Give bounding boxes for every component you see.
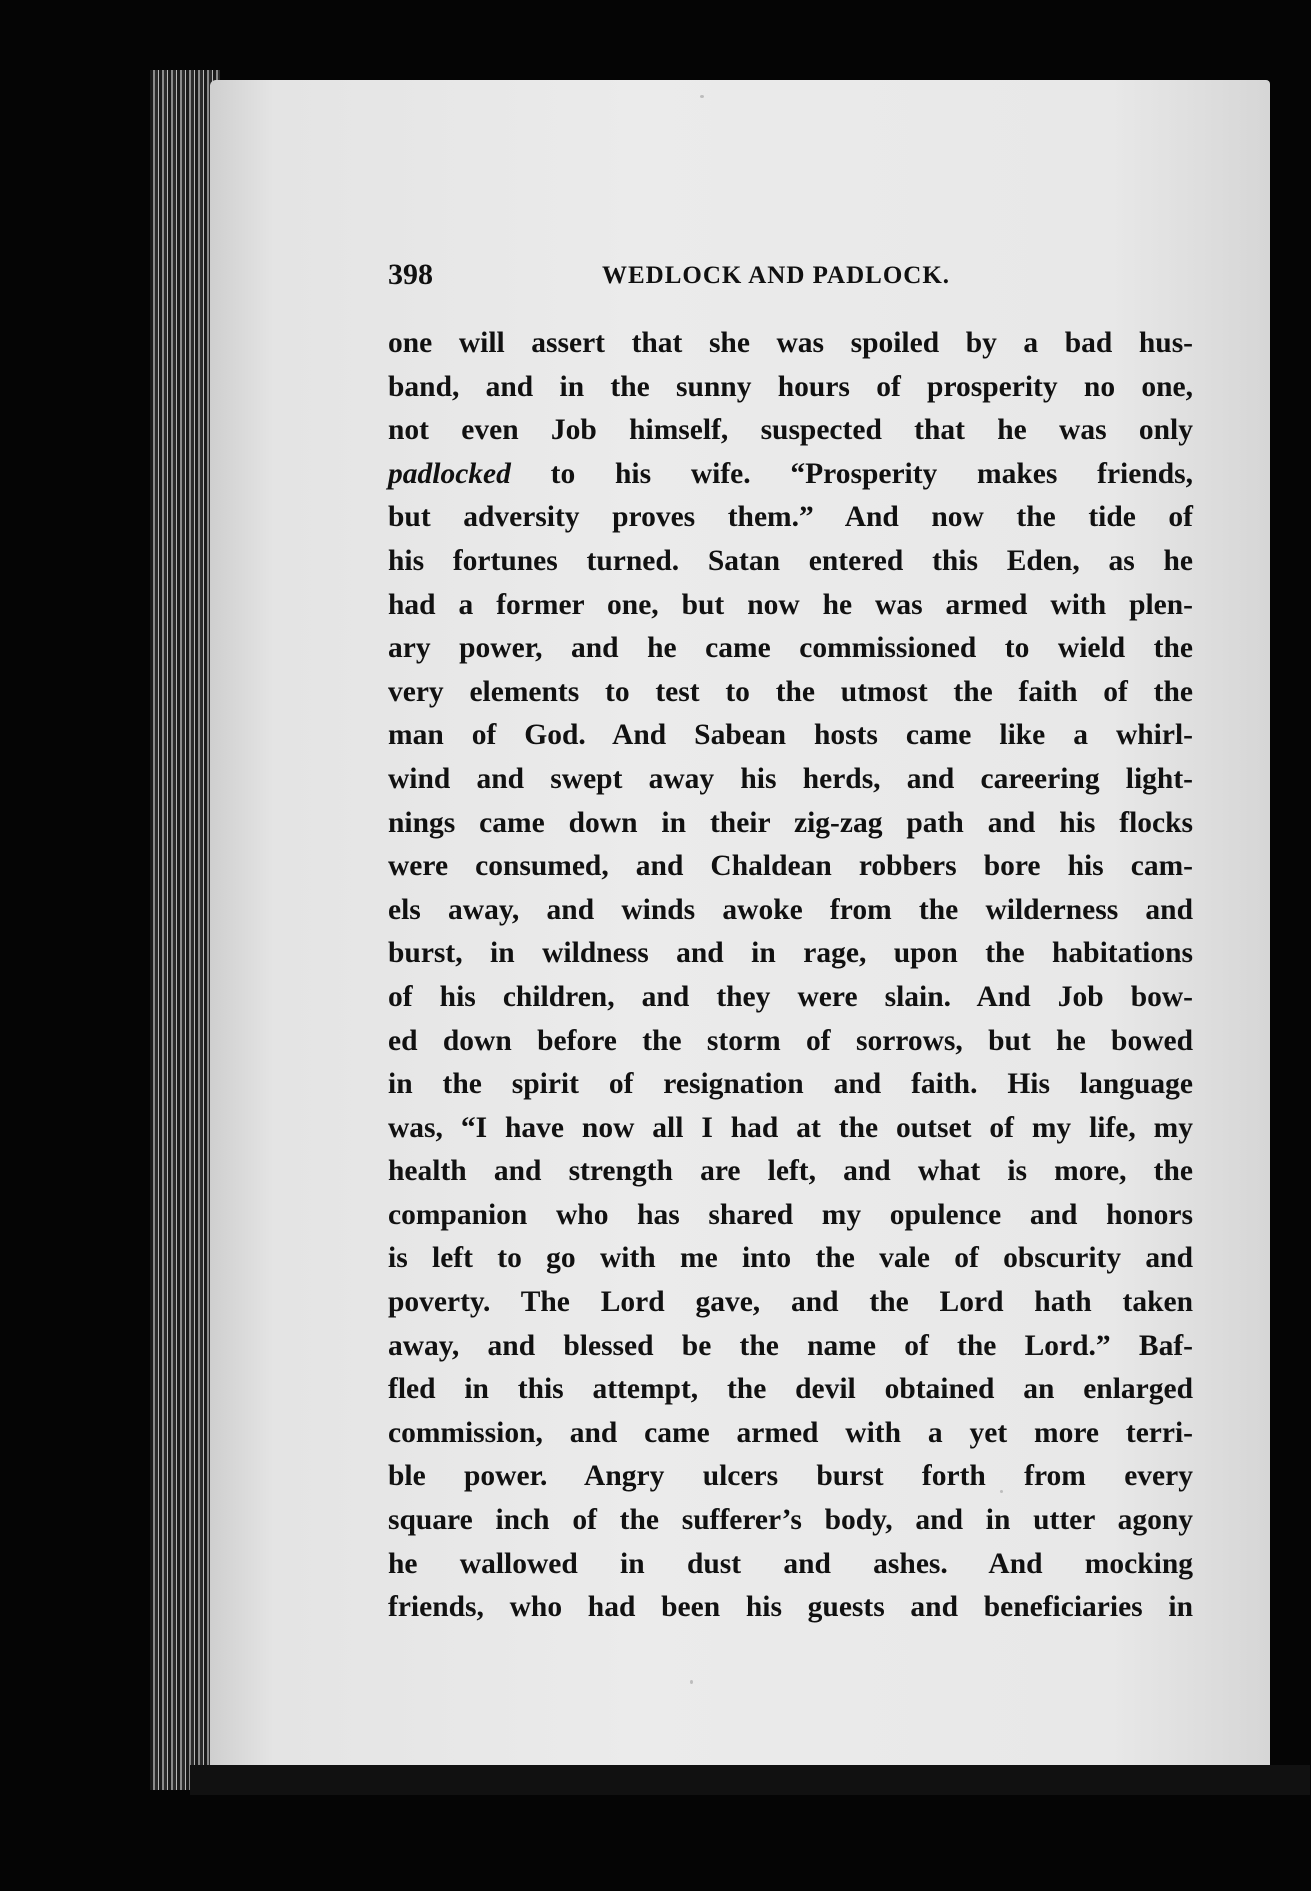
text-line: man of God. And Sabean hosts came like a whirl-	[388, 719, 1193, 752]
text-line: square inch of the sufferer’s body, and in utter agony	[388, 1504, 1193, 1537]
text-line: was, “I have now all I had at the outset of my life, my	[388, 1111, 1193, 1144]
running-title: WEDLOCK AND PADLOCK.	[602, 262, 951, 289]
text-line: one will assert that she was spoiled by a bad hus-	[388, 327, 1193, 359]
text-line: in the spirit of resignation and faith. His language	[388, 1068, 1193, 1101]
text-line: health and strength are left, and what is more, the	[388, 1155, 1193, 1188]
text-line: he wallowed in dust and ashes. And mocking	[388, 1547, 1193, 1580]
text-line: band, and in the sunny hours of prosperity no one,	[388, 370, 1193, 403]
text-line: friends, who had been his guests and beneficiaries in	[388, 1591, 1193, 1624]
text-line: of his children, and they were slain. And Job bow-	[388, 980, 1193, 1013]
text-line: but adversity proves them.” And now the tide of	[388, 501, 1193, 534]
text-line: is left to go with me into the vale of obscurity and	[388, 1242, 1193, 1275]
page-number: 398	[388, 258, 433, 291]
text-line: away, and blessed be the name of the Lord.” Baf-	[388, 1329, 1193, 1362]
paper-speck	[690, 1680, 693, 1684]
text-line-rest: to his wife. “Prosperity makes friends,	[550, 457, 1193, 490]
paper-speck	[700, 95, 704, 98]
text-line: poverty. The Lord gave, and the Lord hath taken	[388, 1286, 1193, 1319]
page-bottom-shadow	[190, 1765, 1310, 1795]
text-line: ed down before the storm of sorrows, but he bowed	[388, 1024, 1193, 1057]
text-line: burst, in wildness and in rage, upon the habitations	[388, 937, 1193, 970]
italic-word: padlocked	[388, 457, 511, 490]
text-line: companion who has shared my opulence and honors	[388, 1198, 1193, 1231]
text-line: his fortunes turned. Satan entered this Eden, as he	[388, 544, 1193, 577]
text-line: fled in this attempt, the devil obtained an enlarged	[388, 1373, 1193, 1406]
text-line: els away, and winds awoke from the wilderness and	[388, 893, 1193, 926]
text-line: not even Job himself, suspected that he was only	[388, 414, 1193, 447]
text-line: ary power, and he came commissioned to wield the	[388, 632, 1193, 665]
running-head	[388, 258, 1008, 298]
text-line: very elements to test to the utmost the faith of the	[388, 675, 1193, 708]
text-line: wind and swept away his herds, and careering light-	[388, 762, 1193, 795]
text-line: had a former one, but now he was armed with plen-	[388, 588, 1193, 621]
body-text	[388, 322, 1193, 1630]
text-line-with-italic	[388, 453, 1193, 497]
text-line: were consumed, and Chaldean robbers bore his cam-	[388, 850, 1193, 883]
text-line: ble power. Angry ulcers burst forth from every	[388, 1460, 1193, 1493]
text-line: commission, and came armed with a yet more terri-	[388, 1416, 1193, 1449]
text-line: nings came down in their zig-zag path and his flocks	[388, 806, 1193, 839]
